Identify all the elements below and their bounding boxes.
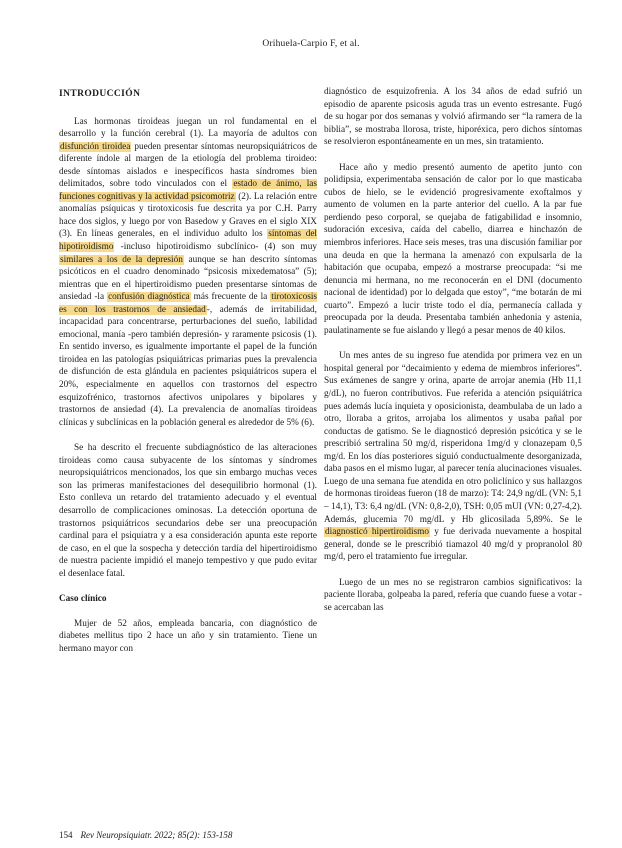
left-column [59, 82, 317, 668]
subsection-title: Caso clínico [59, 594, 107, 605]
highlight-disfuncion-tiroidea: disfunción tiroidea [60, 141, 131, 152]
text-run: pueden presentar síntomas neuropsiquiátricos de diferente índole al margen de la etiología del problema tiroideo: desde síntomas aislados e inespecíficos hasta síndromes bien delimitados, sobre todo vinculados con el [59, 141, 317, 190]
highlight-sintomas-hipotiroidismo: síntomas del hipotiroidismo [59, 229, 317, 253]
highlight-tirotoxicosis-ansiedad: tirotoxicosis es con los trastornos de ansiedad [59, 292, 318, 315]
highlight-confusion-diagnostica: confusión diagnóstica [108, 292, 190, 303]
intro-paragraph-2: Se ha descrito el frecuente subdiagnóstico de las alteraciones tiroideas como causa subyacente de los síntomas y síndromes neuropsiquiátricos mencionados, los que sin embargo muchas veces son las primeras manifestaciones del desequilibrio hormonal (1). Esto conlleva un retardo del tratamiento adecuado y el eventual desarrollo de complicaciones ominosas. La detección oportuna de trastornos psiquiátricos secundarios debe ser una preocupación cardinal para el psiquiatra y a esa consideración apunta este reporte de caso, en el que la sospecha y detección tardía del hipertiroidismo de nuestra paciente impidió el manejo tempestivo y que pudo evitar el desenlace fatal. [59, 443, 317, 579]
text-run: Las hormonas tiroideas juegan un rol fundamental en el desarrollo y la función cerebral (1). La mayoría de adultos con [59, 116, 317, 140]
highlight-estado-de-animo: estado de ánimo, las funciones cognitivas y la actividad psicomotriz [59, 179, 318, 202]
right-column [324, 86, 582, 627]
highlight-diagnostico-hipertiroidismo: diagnosticó hipertiroidismo [325, 527, 429, 538]
case-paragraph-4 [324, 350, 582, 563]
text-run: aunque se han descrito síntomas psicóticos en el cuadro denominado “psicosis mixedematosa” (5); mientras que en el hipertiroidismo pueden presentarse síntomas de ansiedad -la [59, 254, 317, 303]
text-run: más frecuente de la [190, 292, 271, 303]
page-number: 154 [59, 830, 73, 840]
page-footer [59, 830, 232, 840]
case-paragraph-3: Hace año y medio presentó aumento de apetito junto con polidipsia, experimentaba sensación de calor por lo que masticaba cubos de hielo, se le evidenció progresivamente exoftalmos y aumento de volumen en la parte anterior del cuello. A la par fue perdiendo peso corporal, se quejaba de fatigabilidad e insomnio, sudoración excesiva, caída del cabello, diarrea e hinchazón de miembros inferiores. Hace seis meses, tras una discusión familiar por una deuda en que la hermana la amenazó con expulsarla de la habitación que ocupaba, empezó a mostrarse preocupada: “si me denuncia mi hermana, no me reconocerán en el DNI (documento nacional de identidad) por lo delgada que estoy”, “me botarán de mi cuarto”. Empezó a lucir triste todo el día, permanecía callada y preocupada por la deuda. Presentaba también anhedonia y astenia, paulatinamente se fue aislando y llegó a pesar menos de 40 kilos. [324, 162, 582, 336]
text-run: -, además de irritabilidad, incapacidad para concentrarse, perturbaciones del sueño, labilidad emocional, manía -pero también depresión- y raramente psicosis (1). En sentido inverso, es igualmente importante el papel de la función tiroidea en las patologías psiquiátricas primarias pues la prevalencia de disfunción de esta glándula en pacientes psiquiátricos supera el 20%, especialmente en aquellos con trastornos del espectro esquizofrénico, trastornos afectivos unipolares y bipolares y trastornos de ansiedad (4). La prevalencia de anomalías tiroideas clínicas y subclínicas en la población general es alrededor de 5% (6). [59, 304, 317, 428]
text-run: y fue derivada nuevamente a hospital general, donde se le prescribió tiamazol 40 mg/d y propranolol 80 mg/d, pero el tratamiento fue irregular. [324, 527, 582, 563]
intro-paragraph-1 [59, 116, 317, 430]
text-run: (2). La relación entre anomalías psíquicas y tirotoxicosis fue descrita ya por C.H. Parry hace dos siglos, y luego por von Basedow y Graves en el siglo XIX (3). En líneas generales, en el individuo adulto los [59, 191, 317, 240]
case-paragraph-2: diagnóstico de esquizofrenia. A los 34 años de edad sufrió un episodio de aparente psicosis aguda tras un evento estresante. Fugó de su hogar por dos semanas y volvió afirmando ser “la ramera de la biblia”, se mostraba llorosa, triste, hiporéxica, pero dichos síntomas se resolvieron espontáneamente en un mes, sin tratamiento. [324, 87, 582, 148]
running-header: Orihuela-Carpio F, et al. [262, 39, 360, 49]
highlight-similares-depresion: similares a los de la depresión [60, 254, 183, 265]
journal-citation: Rev Neuropsiquiatr. 2022; 85(2): 153-158 [80, 830, 233, 840]
section-title: INTRODUCCIÓN [59, 89, 141, 99]
case-paragraph-1: Mujer de 52 años, empleada bancaria, con diagnóstico de diabetes mellitus tipo 2 hace un año y sin tratamiento. Tiene un hermano mayor con [59, 618, 317, 654]
text-run: Un mes antes de su ingreso fue atendida por primera vez en un hospital general por “decaimiento y edema de miembros inferiores”. Sus exámenes de sangre y orina, aparte de arrojar anemia (Hb 11,1 g/dL), no fueron contributivos. Fue referida a atención psiquiátrica pues además lucía inquieta y oposicionista, deambulaba de un lado a otro, lloraba a gritos, arrojaba los alimentos y usaba pañal por conductas de gatismo. Se le diagnosticó depresión psicótica y se le prescribió sertralina 50 mg/d, risperidona 1mg/d y clonazepam 0,5 mg/d. En los días posteriores siguió conductualmente desorganizada, daba pasos en el mismo lugar, al parecer tenía alucinaciones visuales. Luego de una semana fue atendida en otro policlínico y sus hallazgos de hormonas tiroideas fueron (18 de marzo): T4: 24,9 ng/dL (VN: 5,1 – 14,1), T3: 6,4 ng/dL (VN: 0,8-2,0), TSH: 0,05 mUI (VN: 0,27-4,2). Además, glucemia 70 mg/dL y Hb glicosilada 5,89%. Se le [324, 351, 582, 525]
text-run: -incluso hipotiroidismo subclínico- (4) son muy [114, 242, 317, 253]
case-paragraph-5: Luego de un mes no se registraron cambios significativos: la paciente lloraba, golpeaba la pared, refería que cuando fuese a votar -se acercaban las [324, 577, 582, 613]
